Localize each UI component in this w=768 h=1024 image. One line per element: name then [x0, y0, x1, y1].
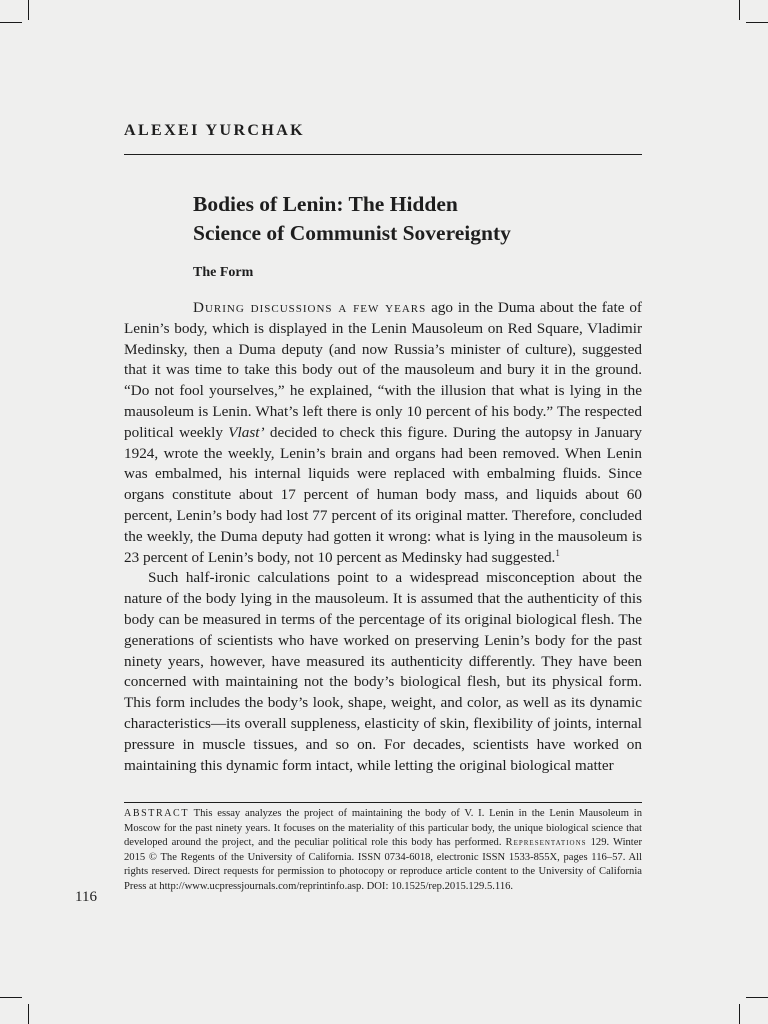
page-number: 116 [75, 889, 97, 905]
abstract-note [124, 807, 642, 895]
paragraph-2: Such half-ironic calculations point to a widespread misconception about the nature of the body lying in the mausoleum. It is assumed that the authenticity of this body can be measured in terms of the percentage of its original biological flesh. The generations of scientists who have worked on preserving Lenin’s body for the past ninety years, however, have measured its authenticity differently. They have been concerned with maintaining not the body’s biological flesh, but its physical form. This form includes the body’s look, shape, weight, and color, as well as its dynamic characteristics—its overall suppleness, elasticity of skin, flexibility of joints, internal pressure in muscle tissues, and so on. For decades, scientists have worked on maintaining this dynamic form intact, while letting the original biological matter [124, 569, 642, 774]
crop-mark-top-left-horizontal [0, 22, 22, 23]
article-title-line-2: Science of Communist Sovereignty [193, 221, 511, 245]
initial-letter: D [193, 299, 205, 316]
abstract-text-b: 129. Winter 2015 © The Regents of the University of California. ISSN 0734-6018, electronic ISSN 1533-855X, pages 116–57. All rights reserved. Direct requests for permission to photocopy or reproduce article content to the University of California Press at http://www.ucpressjournals.com/reprintinfo.asp. DOI: 10.1525/rep.2015.129.5.116. [124, 837, 642, 892]
crop-mark-bottom-right-vertical [739, 1004, 740, 1024]
abstract-text-a: This essay analyzes the project of maintaining the body of V. I. Lenin in the Lenin Mausoleum in Moscow for the past ninety years. It focuses on the materiality of this particular body, the unique biological science that developed around the project, and the peculiar political role this body has performed. [124, 808, 642, 849]
crop-mark-top-left-vertical [28, 0, 29, 20]
drop-cap-word [193, 299, 426, 316]
footnote-marker[interactable]: 1 [555, 547, 560, 558]
crop-mark-top-right-horizontal [746, 22, 768, 23]
section-heading: The Form [193, 265, 254, 280]
article-title-line-1: Bodies of Lenin: The Hidden [193, 192, 458, 216]
footnote-rule [124, 802, 642, 803]
paragraph-1-text-a: ago in the Duma about the fate of Lenin’s body, which is displayed in the Lenin Mausoleum on Red Square, Vladimir Medinsky, then a Duma deputy (and now Russia’s minister of culture), suggested that it was time to take this body out of the mausoleum and bury it in the ground. “Do not fool yourselves,” he explained, “with the illusion that what is lying in the mausoleum is Lenin. What’s left there is only 10 percent of his body.” The respected political weekly [124, 299, 642, 441]
crop-mark-bottom-right-horizontal [746, 997, 768, 998]
abstract-label: ABSTRACT [124, 808, 190, 819]
crop-mark-top-right-vertical [739, 0, 740, 20]
crop-mark-bottom-left-horizontal [0, 997, 22, 998]
paragraph-1 [124, 298, 642, 568]
paragraph-1-text-b: decided to check this figure. During the autopsy in January 1924, wrote the weekly, Lenin’s brain and organs had been removed. When Lenin was embalmed, his internal liquids were replaced with embalming fluids. Since organs constitute about 17 percent of human body mass, and liquids about 60 percent, Lenin’s body had lost 77 percent of its original matter. Therefore, concluded the weekly, the Duma deputy had gotten it wrong: what is lying in the mausoleum is 23 percent of Lenin’s body, not 10 percent as Medinsky had suggested. [124, 423, 643, 566]
crop-mark-bottom-left-vertical [28, 1004, 29, 1024]
journal-title-vlast: Vlast’ [228, 423, 265, 441]
header-rule [124, 154, 642, 155]
smallcaps-lead: uring discussions a few years [204, 299, 427, 316]
body-text [124, 298, 642, 776]
journal-name: Representations [505, 837, 587, 849]
article-title [193, 190, 642, 248]
running-head-author: ALEXEI YURCHAK [124, 122, 306, 139]
